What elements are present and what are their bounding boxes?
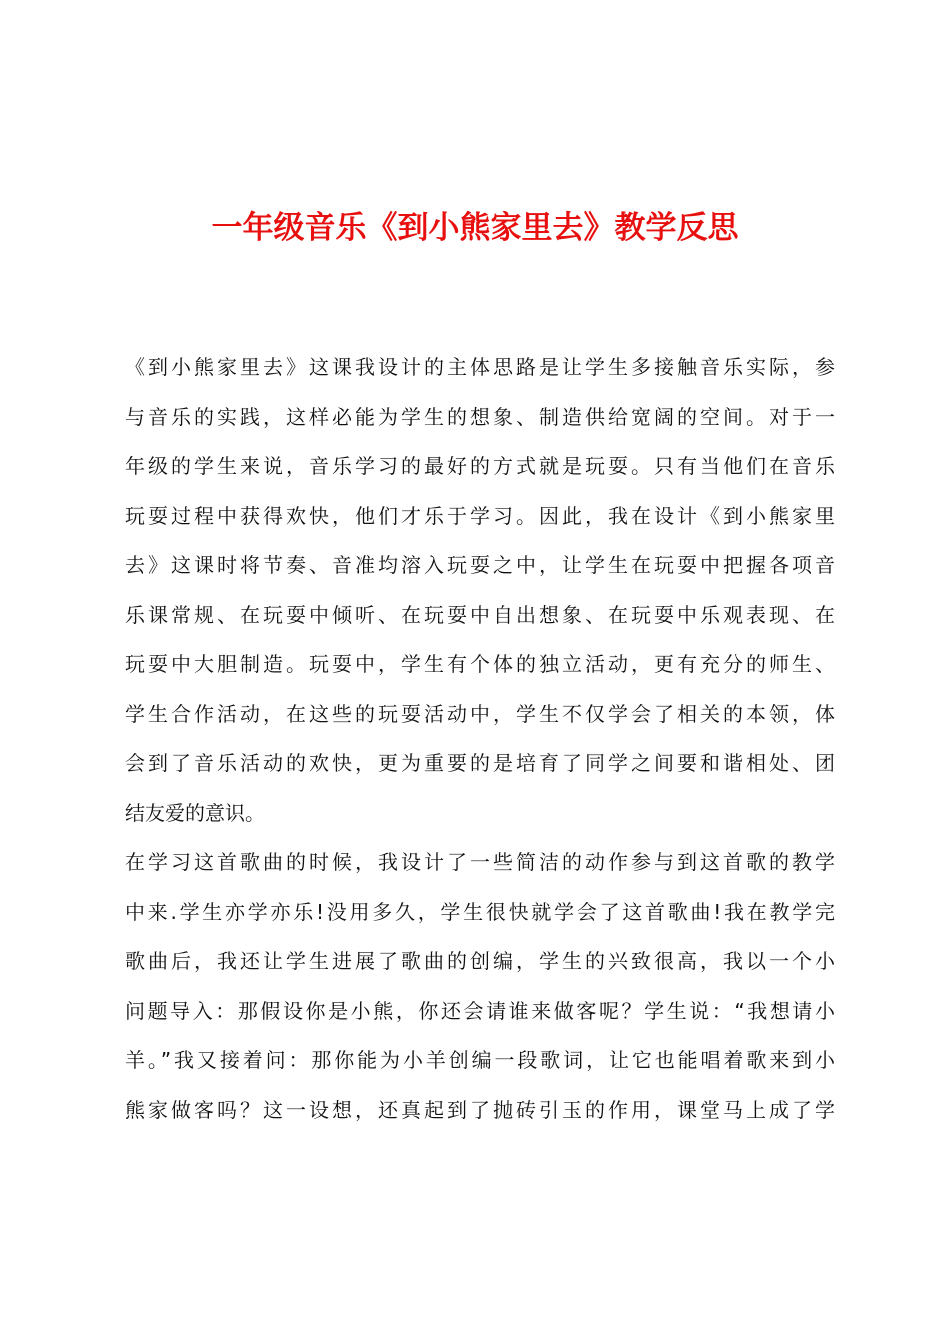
text-line: 问题导入：那假设你是小熊，你还会请谁来做客呢？学生说：“我想请小 [125, 998, 835, 1023]
text-line: 在学习这首歌曲的时候，我设计了一些简洁的动作参与到这首歌的教学 [125, 850, 835, 874]
text-line: 结友爱的意识。 [125, 800, 265, 825]
text-line: 歌曲后，我还让学生进展了歌曲的创编，学生的兴致很高，我以一个小 [125, 949, 835, 973]
document-title: 一年级音乐《到小熊家里去》教学反思 [211, 210, 739, 246]
text-line: 玩耍中大胆制造。玩耍中，学生有个体的独立活动，更有充分的师生、 [125, 652, 835, 676]
text-line: 学生合作活动，在这些的玩耍活动中，学生不仅学会了相关的本领，体 [125, 701, 835, 726]
paragraph-2 [125, 838, 835, 1135]
text-line: 中来.学生亦学亦乐!没用多久，学生很快就学会了这首歌曲!我在教学完 [125, 899, 835, 924]
text-line: 羊。”我又接着问：那你能为小羊创编一段歌词，让它也能唱着歌来到小 [125, 1048, 835, 1072]
text-line: 乐课常规、在玩耍中倾听、在玩耍中自出想象、在玩耍中乐观表现、在 [125, 602, 835, 627]
text-line: 年级的学生来说，音乐学习的最好的方式就是玩耍。只有当他们在音乐 [125, 454, 835, 478]
text-line: 熊家做客吗？这一设想，还真起到了抛砖引玉的作用，课堂马上成了学 [125, 1097, 835, 1122]
document-body [125, 343, 835, 1135]
text-line: 会到了音乐活动的欢快，更为重要的是培育了同学之间要和谐相处、团 [125, 751, 835, 775]
text-line: 玩耍过程中获得欢快，他们才乐于学习。因此，我在设计《到小熊家里 [125, 503, 835, 528]
paragraph-1 [125, 343, 835, 838]
text-line: 《到小熊家里去》这课我设计的主体思路是让学生多接触音乐实际，参 [125, 355, 835, 379]
text-line: 去》这课时将节奏、音准均溶入玩耍之中，让学生在玩耍中把握各项音 [125, 553, 835, 577]
text-line: 与音乐的实践，这样必能为学生的想象、制造供给宽阔的空间。对于一 [125, 404, 835, 429]
